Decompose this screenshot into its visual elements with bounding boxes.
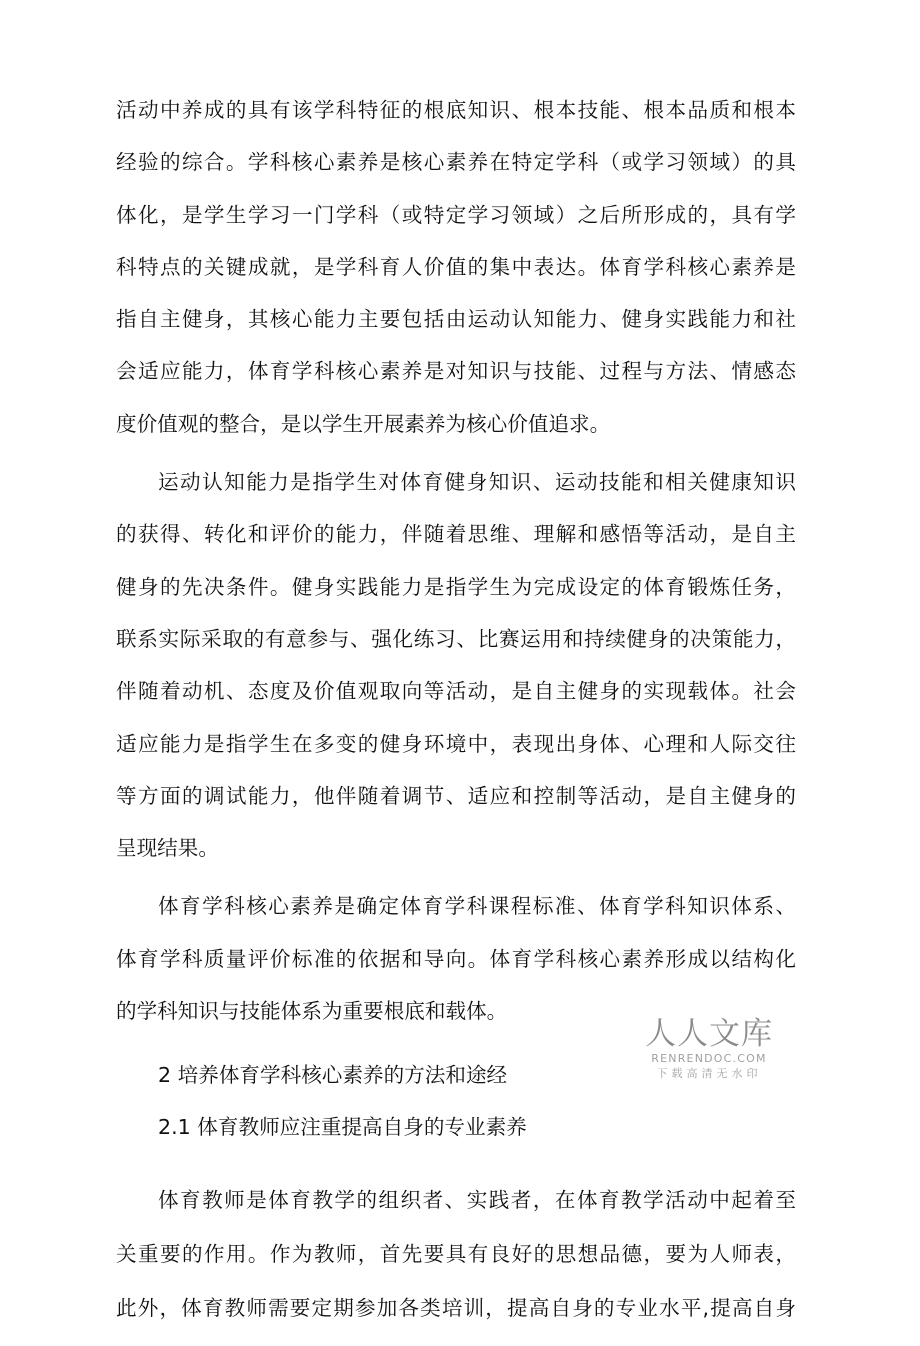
text-line: 适应能力是指学生在多变的健身环境中，表现出身体、心理和人际交往 <box>116 731 796 756</box>
text-line: 体育学科核心素养是确定体育学科课程标准、体育学科知识体系、 <box>158 894 796 919</box>
text-line: 关重要的作用。作为教师，首先要具有良好的思想品德，要为人师表， <box>116 1242 796 1267</box>
text-line: 呈现结果。 <box>116 836 219 861</box>
text-line: 会适应能力，体育学科核心素养是对知识与技能、过程与方法、情感态 <box>116 359 796 384</box>
text-line: 活动中养成的具有该学科特征的根底知识、根本技能、根本品质和根本 <box>116 98 796 122</box>
text-line: 的学科知识与技能体系为重要根底和载体。 <box>116 999 508 1024</box>
text-line: 等方面的调试能力，他伴随着调节、适应和控制等活动，是自主健身的 <box>116 783 796 808</box>
watermark-logo <box>644 1016 774 1082</box>
text-line: 的获得、转化和评价的能力，伴随着思维、理解和感悟等活动，是自主 <box>116 522 796 547</box>
text-line: 运动认知能力是指学生对体育健身知识、运动技能和相关健康知识 <box>158 470 796 495</box>
text-line: 科特点的关键成就，是学科育人价值的集中表达。体育学科核心素养是 <box>116 254 796 279</box>
text-line: 经验的综合。学科核心素养是核心素养在特定学科（或学习领域）的具 <box>116 150 796 175</box>
text-line: 体育教师是体育教学的组织者、实践者，在体育教学活动中起着至 <box>158 1187 796 1212</box>
text-line: 此外，体育教师需要定期参加各类培训，提高自身的专业水平,提高自身 <box>116 1296 796 1321</box>
text-line: 体化，是学生学习一门学科（或特定学习领域）之后所形成的，具有学 <box>116 202 796 227</box>
text-line: 伴随着动机、态度及价值观取向等活动，是自主健身的实现载体。社会 <box>116 679 796 704</box>
watermark-title: 人人文库 <box>645 1016 773 1052</box>
text-line: 体育学科质量评价标准的依据和导向。体育学科核心素养形成以结构化 <box>116 946 796 971</box>
section-heading: 2 培养体育学科核心素养的方法和途经 <box>158 1063 508 1088</box>
paragraph-core-literacy-definition <box>116 84 796 450</box>
watermark-site: RENRENDOC.COM <box>651 1052 767 1065</box>
text-line: 指自主健身，其核心能力主要包括由运动认知能力、健身实践能力和社 <box>116 307 796 332</box>
paragraph-teacher-role <box>116 1184 796 1326</box>
watermark-subtitle: 下载高清无水印 <box>656 1067 762 1080</box>
text-line: 健身的先决条件。健身实践能力是指学生为完成设定的体育锻炼任务， <box>116 574 796 599</box>
paragraph-abilities <box>116 456 796 874</box>
subsection-heading: 2.1 体育教师应注重提高自身的专业素养 <box>158 1115 527 1140</box>
text-line: 度价值观的整合，是以学生开展素养为核心价值追求。 <box>116 411 611 436</box>
text-line: 联系实际采取的有意参与、强化练习、比赛运用和持续健身的决策能力， <box>116 626 796 651</box>
document-body <box>116 84 796 1346</box>
paragraph-standards <box>116 880 796 1037</box>
